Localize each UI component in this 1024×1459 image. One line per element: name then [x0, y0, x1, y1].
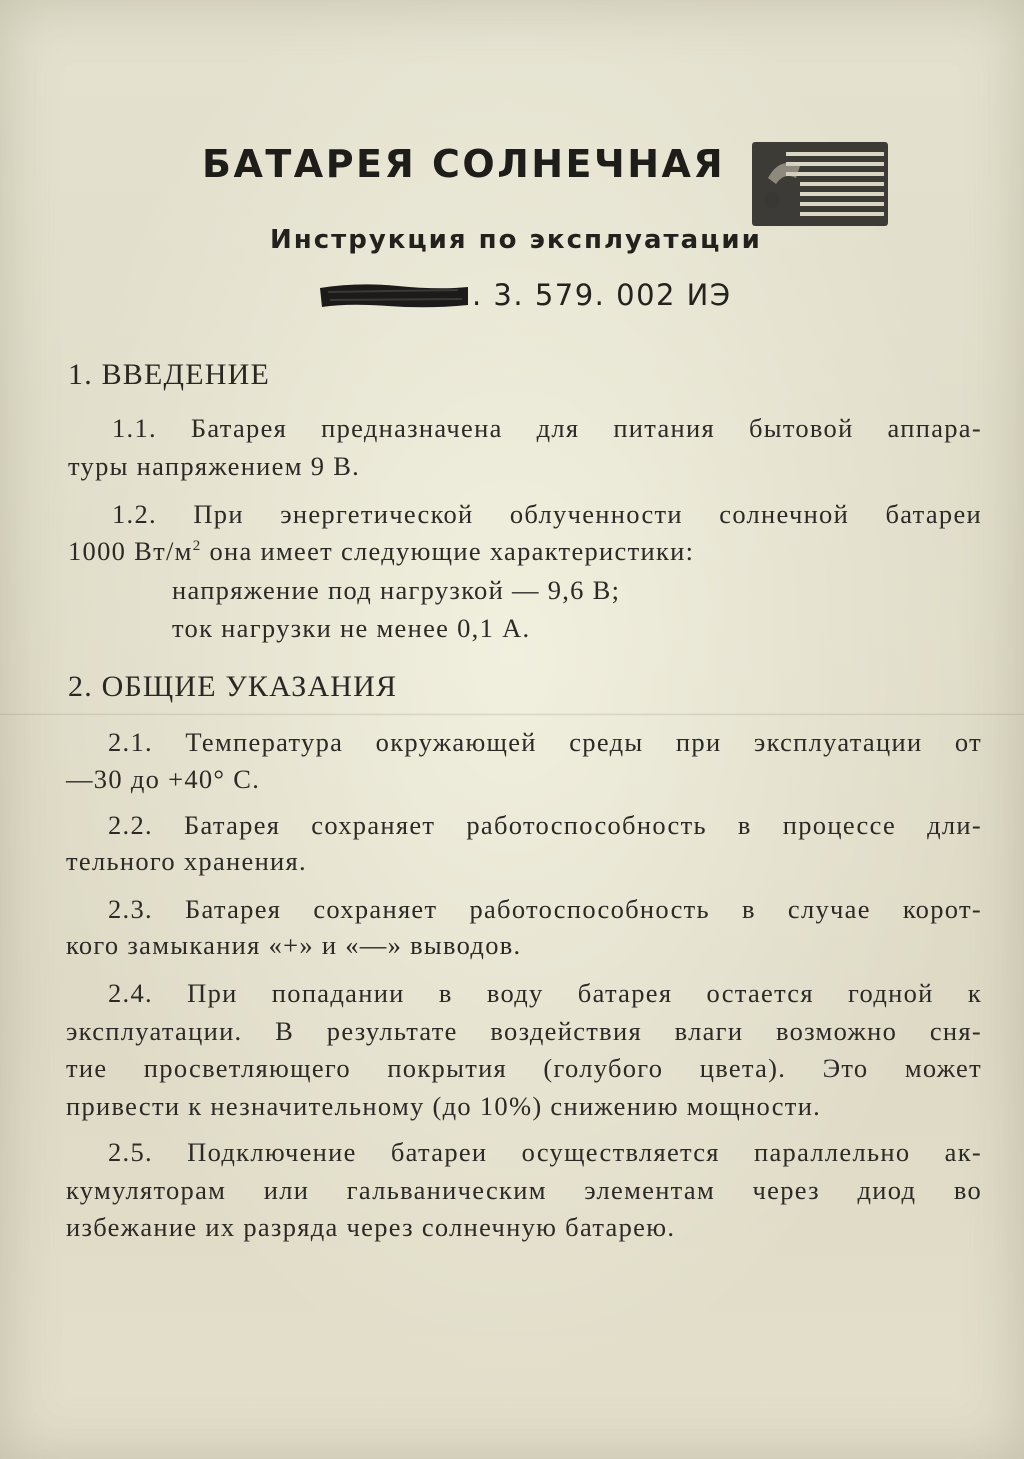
document-code: . 3. 579. 002 ИЭ — [472, 278, 732, 312]
paragraph-2-2-line-1: 2.2. Батарея сохраняет работоспособность в процессе дли- — [108, 810, 982, 840]
paragraph-2-1-line-2: —30 до +40° С. — [66, 764, 261, 794]
logo-stamp-icon — [750, 138, 892, 230]
paragraph-2-5-line-2: кумуляторам или гальваническим элементам через диод во — [66, 1175, 982, 1205]
redaction-mark-icon — [318, 280, 470, 310]
irradiance-value: 1000 Вт/м — [68, 536, 193, 566]
irradiance-superscript: 2 — [192, 538, 202, 554]
paragraph-2-3-line-1: 2.3. Батарея сохраняет работоспособность в случае корот- — [108, 894, 982, 924]
document-code-line — [318, 278, 732, 318]
paragraph-2-1-line-1: 2.1. Температура окружающей среды при эксплуатации от — [108, 727, 982, 757]
paragraph-2-4-line-3: тие просветляющего покрытия (голубого цвета). Это может — [66, 1053, 982, 1083]
paragraph-1-2-line-1: 1.2. При энергетической облученности солнечной батареи — [112, 499, 982, 529]
irradiance-text: она имеет следующие характеристики: — [201, 536, 695, 566]
paragraph-2-2-line-2: тельного хранения. — [66, 846, 307, 876]
section-1-heading: 1. ВВЕДЕНИЕ — [68, 358, 270, 391]
document-subtitle: Инструкция по эксплуатации — [270, 225, 762, 255]
paragraph-2-4-line-4: привести к незначительному (до 10%) снижению мощности. — [66, 1091, 822, 1121]
section-2-heading: 2. ОБЩИЕ УКАЗАНИЯ — [68, 670, 398, 703]
characteristic-current: ток нагрузки не менее 0,1 А. — [172, 613, 531, 643]
document-title: БАТАРЕЯ СОЛНЕЧНАЯ — [202, 142, 726, 186]
paragraph-1-2-line-2 — [68, 536, 694, 567]
paragraph-1-1-line-1: 1.1. Батарея предназначена для питания бытовой аппара- — [112, 413, 982, 443]
paragraph-2-5-line-3: избежание их разряда через солнечную батарею. — [66, 1212, 676, 1242]
paragraph-1-1-line-2: туры напряжением 9 В. — [68, 451, 361, 481]
paragraph-2-3-line-2: кого замыкания «+» и «—» выводов. — [66, 930, 522, 960]
characteristic-voltage: напряжение под нагрузкой — 9,6 В; — [172, 575, 621, 605]
paragraph-2-4-line-2: эксплуатации. В результате воздействия влаги возможно сня- — [66, 1016, 982, 1046]
paragraph-2-4-line-1: 2.4. При попадании в воду батарея остается годной к — [108, 978, 982, 1008]
paragraph-2-5-line-1: 2.5. Подключение батареи осуществляется параллельно ак- — [108, 1137, 982, 1167]
